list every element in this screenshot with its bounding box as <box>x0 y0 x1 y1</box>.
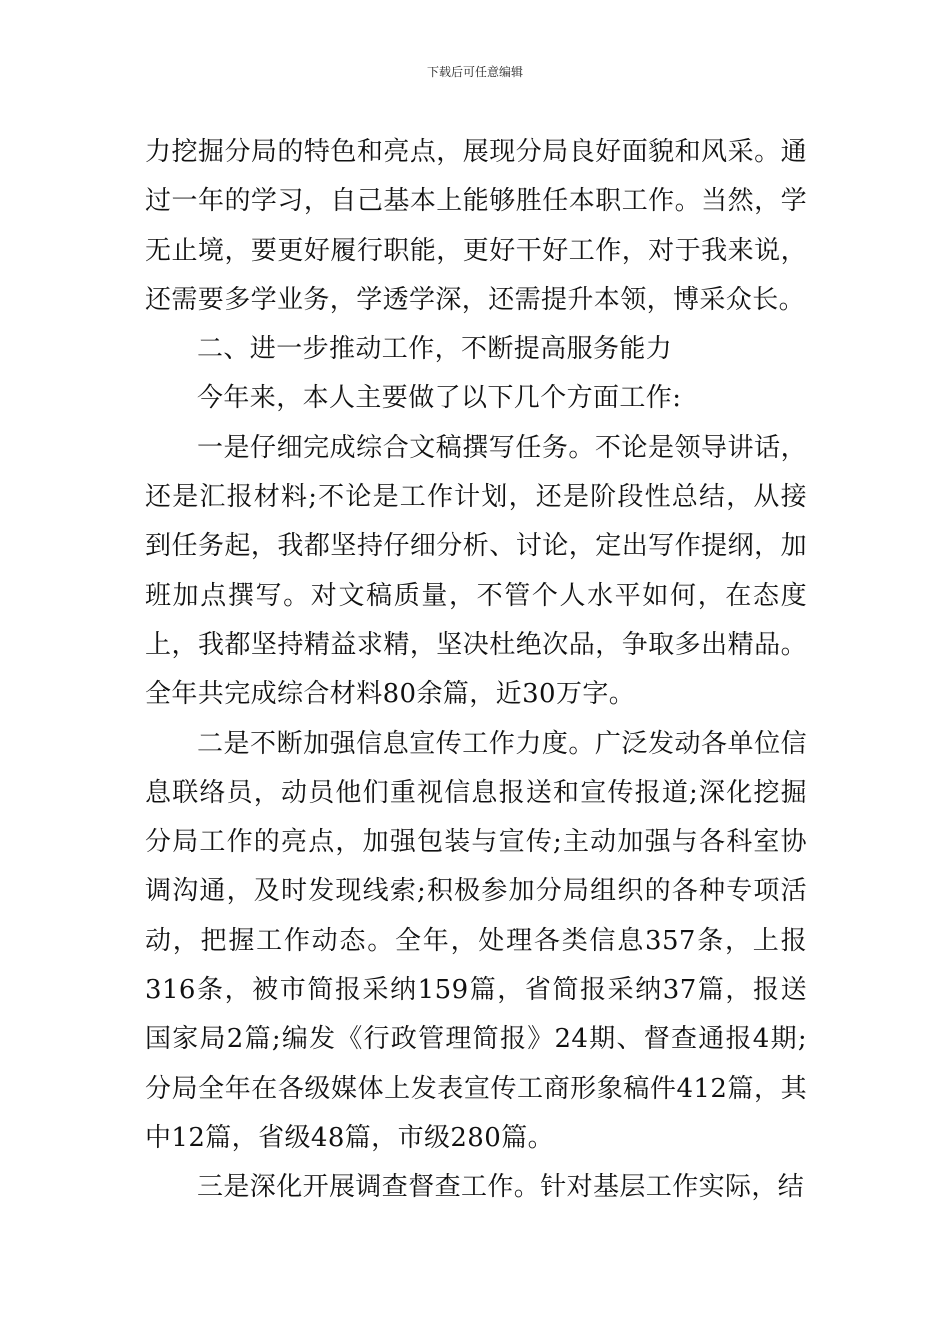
paragraph-item-2: 二是不断加强信息宣传工作力度。广泛发动各单位信息联络员，动员他们重视信息报送和宣传报道;深化挖掘分局工作的亮点，加强包装与宣传;主动加强与各科室协调沟通，及时发现线索;积极参加分局组织的各种专项活动，把握工作动态。全年，处理各类信息357条，上报316条，被市简报采纳159篇，省简报采纳37篇，报送国家局2篇;编发《行政管理简报》24期、督查通报4期;分局全年在各级媒体上发表宣传工商形象稿件412篇，其中12篇，省级48篇，市级280篇。 <box>145 728 807 1153</box>
paragraph-continuation: 力挖掘分局的特色和亮点，展现分局良好面貌和风采。通过一年的学习，自己基本上能够胜任本职工作。当然，学无止境，要更好履行职能，更好干好工作，对于我来说，还需要多学业务，学透学深，还需提升本领，博采众长。 <box>145 137 807 315</box>
page-header-note: 下载后可任意编辑 <box>426 65 523 79</box>
paragraph-intro: 今年来，本人主要做了以下几个方面工作: <box>197 383 682 414</box>
paragraph-item-1: 一是仔细完成综合文稿撰写任务。不论是领导讲话，还是汇报材料;不论是工作计划，还是阶段性总结，从接到任务起，我都坚持仔细分析、讨论，定出写作提纲，加班加点撰写。对文稿质量，不管个人水平如何，在态度上，我都坚持精益求精，坚决杜绝次品，争取多出精品。全年共完成综合材料80余篇，近30万字。 <box>145 432 807 710</box>
document-body <box>145 128 807 1213</box>
paragraph-item-3: 三是深化开展调查督查工作。针对基层工作实际，结 <box>197 1172 805 1203</box>
section-heading-2: 二、进一步推动工作，不断提高服务能力 <box>197 334 673 365</box>
